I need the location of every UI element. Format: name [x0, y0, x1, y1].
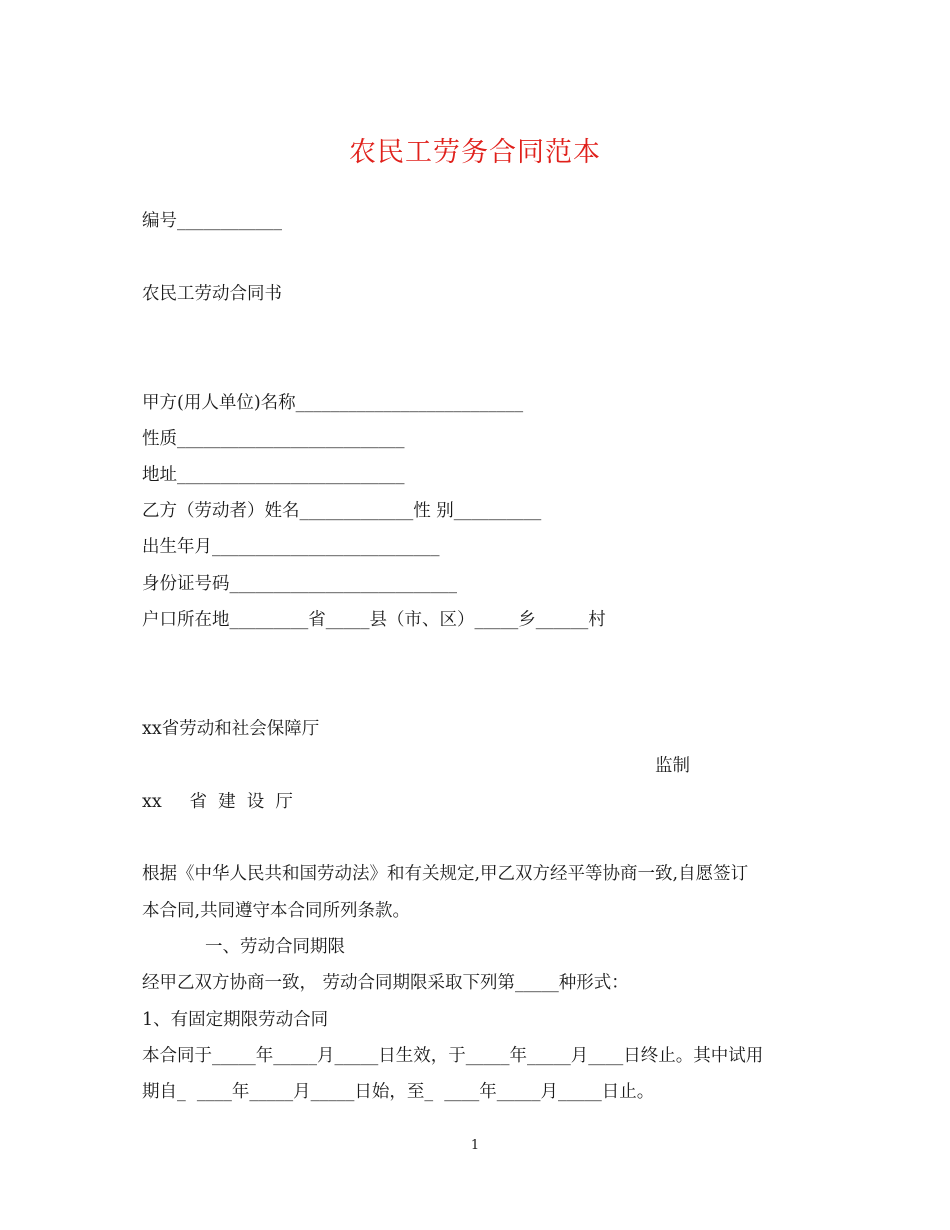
preamble-line-2: 本合同,共同遵守本合同所列条款。	[142, 901, 411, 921]
page-number: 1	[470, 1138, 480, 1153]
party-a-nature-line: 性质__________________________	[142, 429, 405, 449]
party-b-birth-line: 出生年月__________________________	[142, 537, 440, 557]
contract-number-line: 编号____________	[142, 211, 282, 231]
party-a-name-line: 甲方(用人单位)名称__________________________	[142, 393, 524, 413]
effective-dates-line: 本合同于_____年_____月_____日生效，于_____年_____月____日终止。其中试用	[142, 1046, 764, 1066]
supervisor-construction-dept: xx 省 建 设 厅	[142, 792, 293, 812]
party-b-hukou-line: 户口所在地_________省_____县（市、区）_____乡______村	[142, 610, 606, 630]
probation-dates-line: 期自_ ____年_____月_____日始，至_ ____年_____月_____日止。	[142, 1082, 655, 1102]
party-a-address-line: 地址__________________________	[142, 465, 405, 485]
fixed-term-heading: 1、有固定期限劳动合同	[142, 1010, 329, 1030]
party-b-name-gender-line: 乙方（劳动者）姓名_____________性 别__________	[142, 501, 542, 521]
party-b-id-line: 身份证号码__________________________	[142, 574, 457, 594]
contract-heading: 农民工劳动合同书	[142, 284, 282, 304]
supervisor-labor-dept: xx省劳动和社会保障厅	[142, 719, 320, 739]
section-heading-term: 一、劳动合同期限	[205, 937, 345, 957]
term-form-line: 经甲乙双方协商一致， 劳动合同期限采取下列第_____种形式：	[142, 973, 629, 993]
preamble-line-1: 根据《中华人民共和国劳动法》和有关规定,甲乙双方经平等协商一致,自愿签订	[142, 864, 749, 884]
supervised-label: 监制	[655, 756, 690, 776]
document-title: 农民工劳务合同范本	[349, 137, 601, 168]
